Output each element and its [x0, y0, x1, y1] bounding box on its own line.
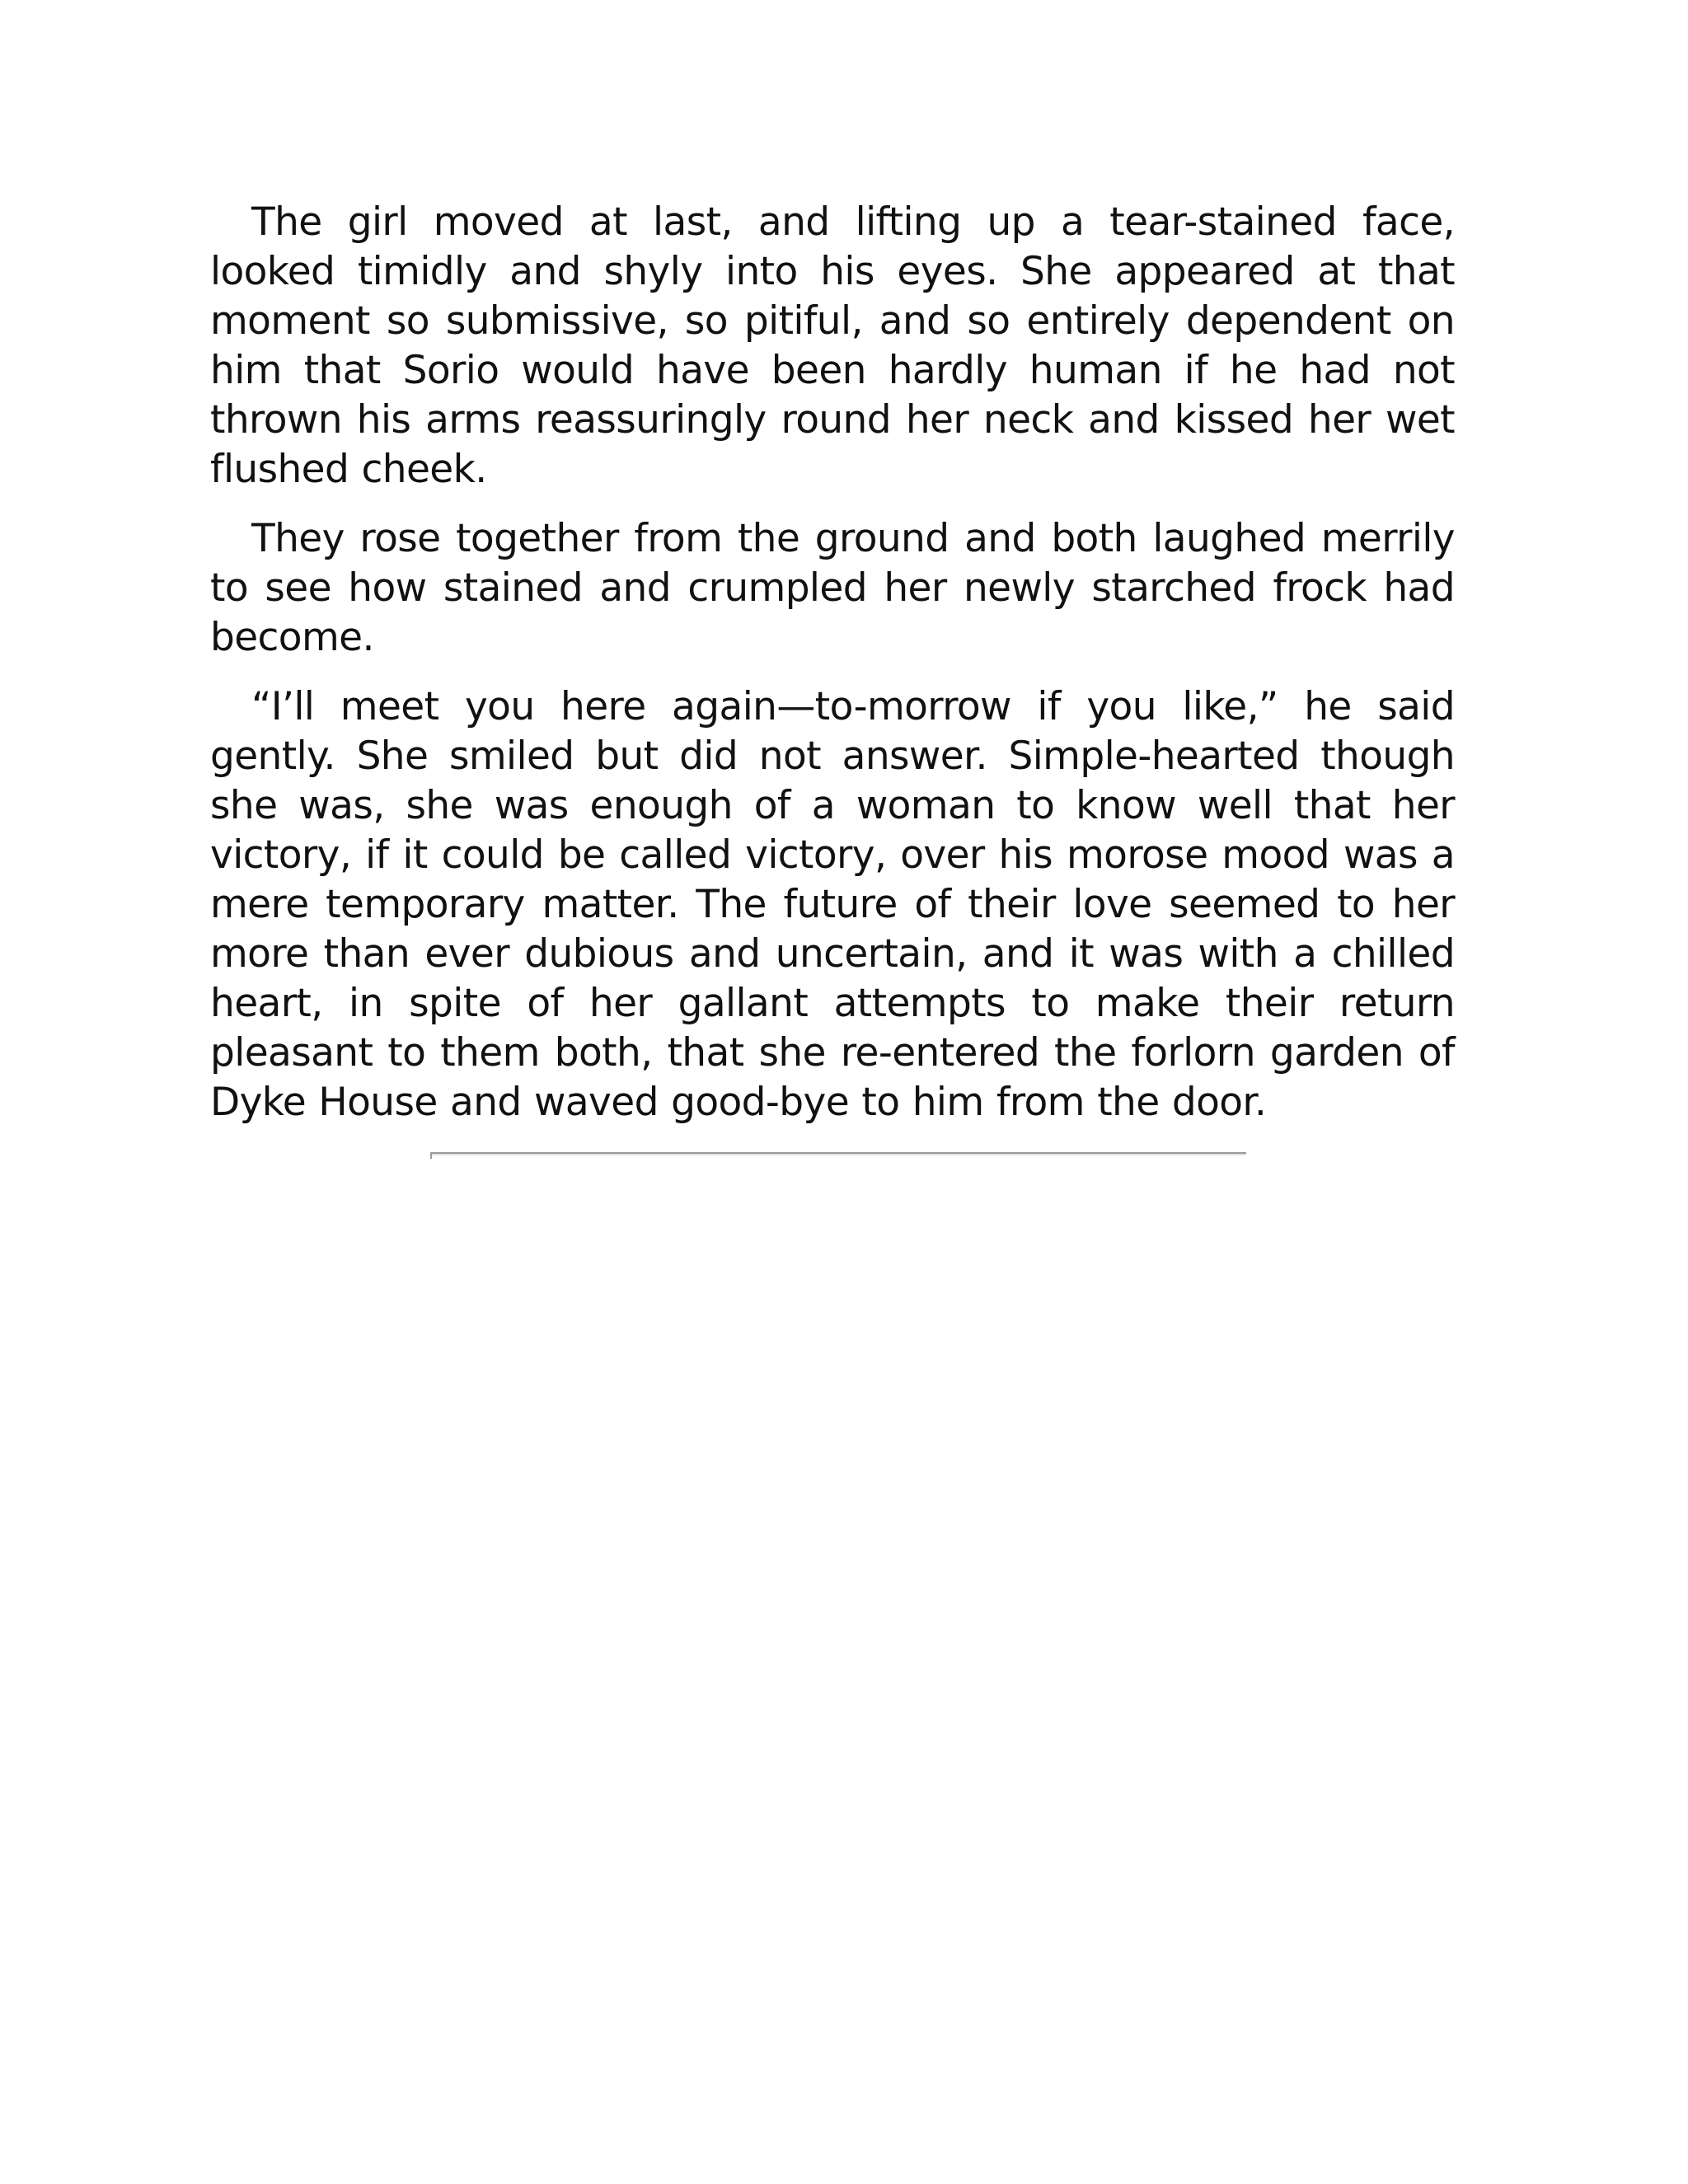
paragraph-3: “I’ll meet you here again—to-morrow if you like,” he said gently. She smiled but did not answer. Simple-hearted though she was, she was enough of a woman to know well that her victory, if it could be called victory, over his morose mood was a mere temporary matter. The future of their love seemed to her more than ever dubious and uncertain, and it was with a chilled heart, in spite of her gallant attempts to make their return pleasant to them both, that she re-entered the forlorn garden of Dyke House and waved good-bye to him from the door. — [210, 684, 1455, 1125]
section-divider — [430, 1152, 1246, 1155]
body-text — [210, 198, 1455, 1147]
paragraph-1: The girl moved at last, and lifting up a tear-stained face, looked timidly and shyly into his eyes. She appeared at that moment so submissive, so pitiful, and so entirely dependent on him that Sorio would have been hardly human if he had not thrown his arms reassuringly round her neck and kissed her wet flushed cheek. — [210, 199, 1455, 492]
paragraph-2: They rose together from the ground and both laughed merrily to see how stained and crumpled her newly starched frock had become. — [210, 516, 1455, 660]
